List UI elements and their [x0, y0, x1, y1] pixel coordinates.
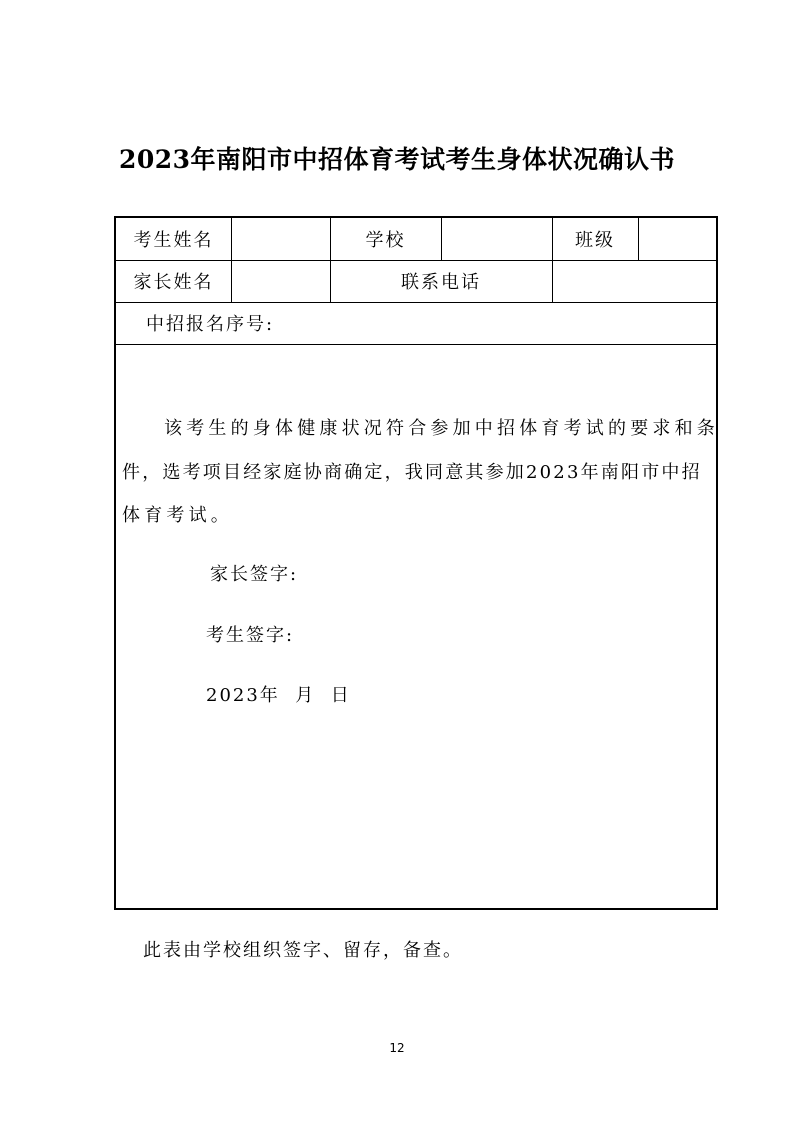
phone-label: 联系电话 — [401, 272, 481, 293]
student-name-field[interactable] — [231, 218, 330, 260]
parent-name-label: 家长姓名 — [133, 272, 214, 293]
confirmation-form — [114, 216, 718, 910]
page-number: 12 — [389, 1041, 405, 1055]
class-field[interactable] — [638, 218, 718, 260]
statement-line: 体育考试。 — [122, 505, 233, 526]
class-label: 班级 — [575, 230, 615, 251]
parent-signature-label: 家长签字: — [210, 564, 299, 585]
date-label: 2023年 月 日 — [206, 685, 351, 706]
phone-field[interactable] — [552, 260, 718, 302]
registration-number-label: 中招报名序号: — [146, 314, 275, 335]
row-divider — [116, 344, 716, 345]
statement-line: 件，选考项目经家庭协商确定，我同意其参加2023年南阳市中招 — [122, 462, 702, 483]
statement-line: 该考生的身体健康状况符合参加中招体育考试的要求和条 — [164, 418, 719, 439]
parent-name-field[interactable] — [231, 260, 330, 302]
footer-note: 此表由学校组织签字、留存，备查。 — [143, 940, 463, 961]
school-label: 学校 — [365, 230, 406, 251]
student-name-label: 考生姓名 — [133, 230, 214, 251]
school-field[interactable] — [441, 218, 552, 260]
student-signature-label: 考生签字: — [206, 625, 295, 646]
document-title: 2023年南阳市中招体育考试考生身体状况确认书 — [118, 145, 676, 174]
